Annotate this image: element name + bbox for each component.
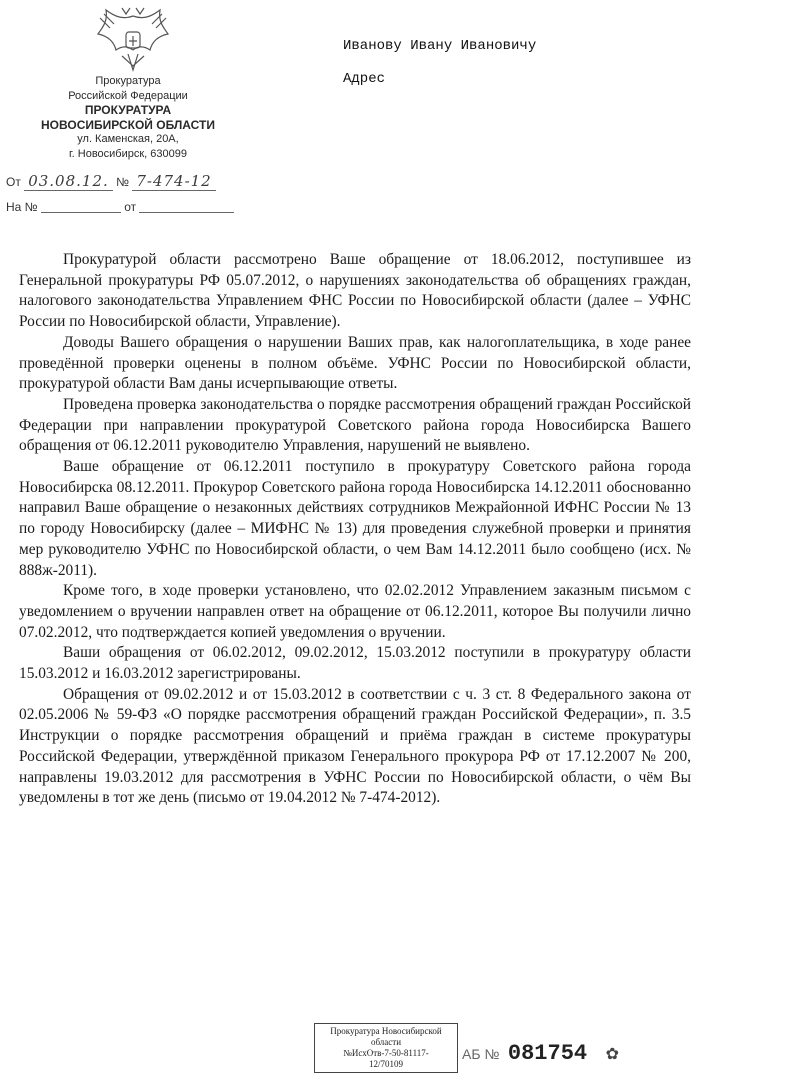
org-name-bold: НОВОСИБИРСКОЙ ОБЛАСТИ bbox=[41, 117, 215, 132]
handwritten-number: 7-474-12 bbox=[132, 172, 215, 191]
org-address: г. Новосибирск, 630099 bbox=[68, 147, 188, 160]
registration-stamp bbox=[314, 1023, 458, 1073]
letter-body bbox=[19, 250, 691, 809]
paragraph: Проведена проверка законодательства о порядке рассмотрения обращений граждан Российской Федерации при направлении прокуратурой Советского района города Новосибирска Вашего обращения от 06.12.2011 руководителю Управления, нарушений не выявлено. bbox=[19, 395, 691, 455]
stamp-line: 12/70109 bbox=[368, 1059, 403, 1069]
paragraph: Прокуратурой области рассмотрено Ваше обращение от 18.06.2012, поступившее из Генеральной прокуратуры РФ 05.07.2012, о нарушениях законодательства об обращениях граждан, налогового законодательства Управлением ФНС России по Новосибирской области (далее – УФНС России по Новосибирской области, Управление). bbox=[19, 251, 691, 331]
org-address: ул. Каменская, 20А, bbox=[77, 133, 179, 145]
paragraph: Кроме того, в ходе проверки установлено, что 02.02.2012 Управлением заказным письмом с уведомлением о вручении направлен ответ на обращение от 06.12.2011, которое Вы получили лично 07.02.2012, что подтверждается копией уведомления о вручении. bbox=[19, 582, 691, 641]
recipient-address: Адрес bbox=[343, 71, 386, 87]
from-label: От bbox=[6, 175, 21, 189]
org-line: Прокуратура bbox=[95, 75, 161, 87]
org-name-bold: ПРОКУРАТУРА bbox=[84, 103, 172, 117]
serial-prefix: АБ № bbox=[462, 1046, 500, 1062]
blank-field bbox=[41, 200, 121, 213]
paragraph: Обращения от 09.02.2012 и от 15.03.2012 в соответствии с ч. 3 ст. 8 Федерального закона от 02.05.2006 № 59-ФЗ «О порядке рассмотрения обращений граждан Российской Федерации», п. 3.5 Инструкции о порядке рассмотрения обращений и приёма граждан в системе прокуратуры Российской Федерации, утверждённой приказом Генерального прокурора РФ от 17.12.2007 № 200, направлены 19.03.2012 для рассмотрения в УФНС России по Новосибирской области, о чём Вы уведомлены в тот же день (письмо от 19.04.2012 № 7-474-2012). bbox=[19, 685, 691, 807]
recipient-name: Иванову Ивану Ивановичу bbox=[343, 38, 537, 54]
stamp-line: №ИсхОтв-7-50-81117- bbox=[343, 1048, 429, 1058]
blank-field bbox=[139, 200, 234, 213]
handwritten-date: 03.08.12. bbox=[24, 172, 113, 191]
number-label: № bbox=[116, 175, 129, 189]
from2-label: от bbox=[124, 200, 137, 214]
serial-number: 081754 bbox=[507, 1041, 588, 1066]
form-serial bbox=[462, 1041, 619, 1066]
on-number-label: На № bbox=[6, 200, 38, 214]
paragraph: Доводы Вашего обращения о нарушении Ваших прав, как налогоплательщика, в ходе ранее проведённой проверки оценены в полном объёме. УФНС России по Новосибирской области, прокуратурой области Вам даны исчерпывающие ответы. bbox=[19, 333, 691, 393]
organization-header bbox=[28, 74, 228, 161]
org-line: Российской Федерации bbox=[68, 89, 188, 102]
stamp-line: области bbox=[370, 1037, 402, 1047]
paragraph: Ваше обращение от 06.12.2011 поступило в прокуратуру Советского района города Новосибирска 08.12.2011. Прокурор Советского района города Новосибирска 14.12.2011 обоснованно направил Ваше обращение о незаконных действиях сотрудников Межрайонной ИФНС России № 13 по городу Новосибирску (далее – МИФНС № 13) для проведения служебной проверки и принятия мер руководителю УФНС по Новосибирской области, о чем Вам 14.12.2011 было сообщено (исх. № 888ж-2011). bbox=[19, 458, 691, 579]
flower-mark-icon: ✿ bbox=[605, 1046, 619, 1063]
incoming-reference bbox=[6, 200, 234, 214]
stamp-line: Прокуратура Новосибирской bbox=[330, 1026, 442, 1036]
coat-of-arms-icon bbox=[92, 6, 174, 72]
paragraph: Ваши обращения от 06.02.2012, 09.02.2012, 15.03.2012 поступили в прокуратуру области 15.03.2012 и 16.03.2012 зарегистрированы. bbox=[19, 644, 691, 683]
outgoing-reference bbox=[6, 172, 216, 191]
